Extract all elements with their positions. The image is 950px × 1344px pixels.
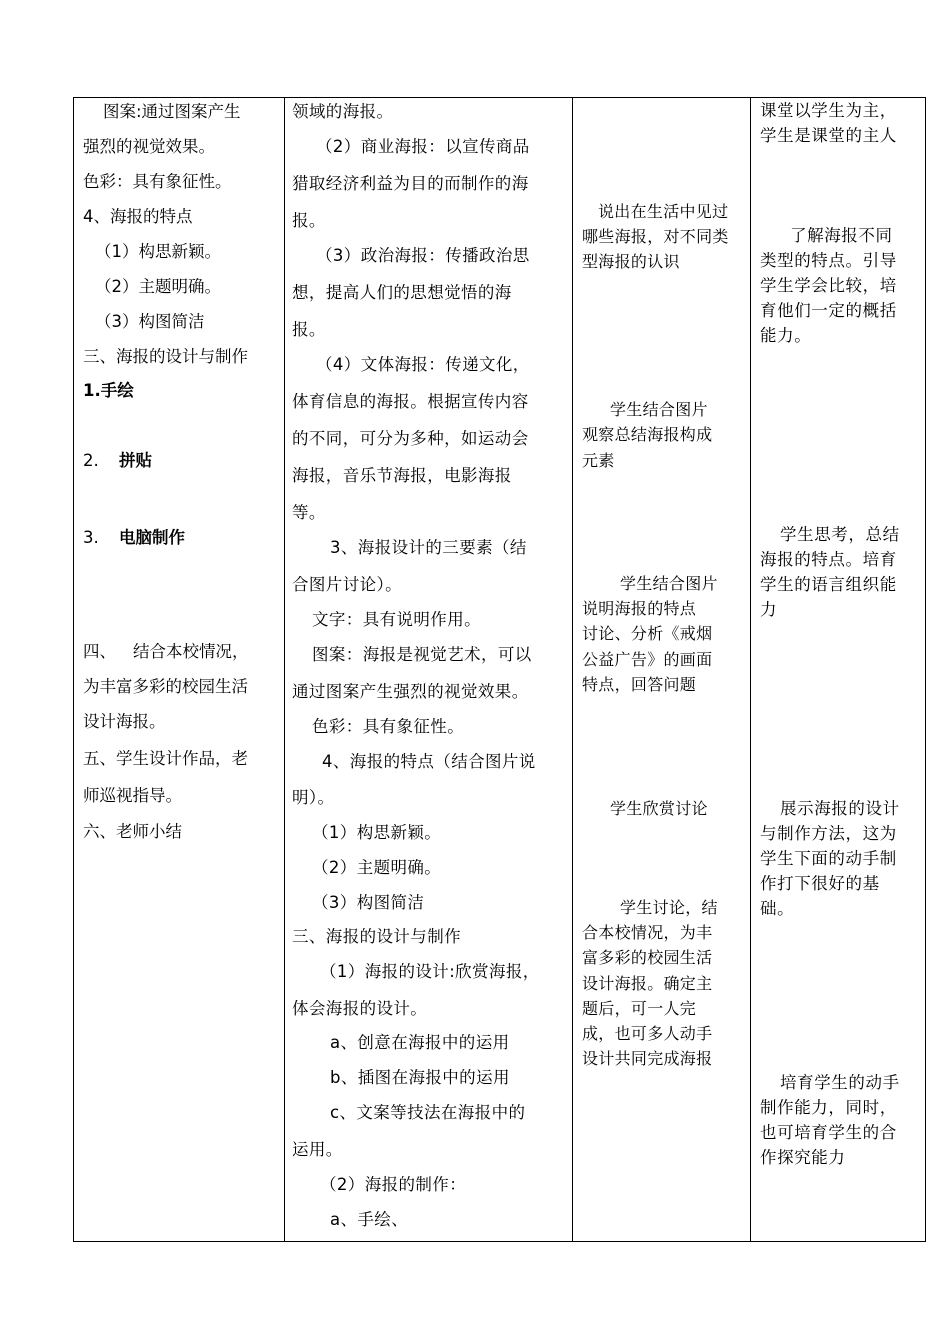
text-line: （2）海报的制作： xyxy=(320,1175,467,1194)
text-line: c、文案等技法在海报中的 xyxy=(330,1103,526,1122)
text-line: 2. xyxy=(83,451,99,470)
text-line: 元素 xyxy=(582,451,615,470)
text-line: 四、 xyxy=(83,642,116,661)
text-line: 特点，回答问题 xyxy=(582,675,697,694)
text-line: 学生欣赏讨论 xyxy=(610,799,708,818)
text-line: 海报，音乐节海报，电影海报 xyxy=(292,466,512,485)
text-line: 拼贴 xyxy=(119,451,152,470)
text-line: （2）商业海报：以宣传商品 xyxy=(316,137,530,156)
text-line: 3. xyxy=(83,528,99,547)
text-line: a、手绘、 xyxy=(330,1210,409,1229)
text-line: b、插图在海报中的运用 xyxy=(330,1068,510,1087)
text-line: 学生的语言组织能 xyxy=(760,575,897,594)
text-line: （2）主题明确。 xyxy=(95,277,221,296)
text-line: 学生下面的动手制 xyxy=(760,849,897,868)
text-line: 作探究能力 xyxy=(760,1148,846,1167)
text-line: 猎取经济利益为目的而制作的海 xyxy=(292,174,529,193)
text-line: 富多彩的校园生活 xyxy=(582,948,713,967)
text-line: 三、海报的设计与制作 xyxy=(292,927,461,946)
text-line: 成，也可多人动手 xyxy=(582,1024,713,1043)
text-line: 为丰富多彩的校园生活 xyxy=(83,677,248,696)
text-line: （1）构思新颖。 xyxy=(95,242,221,261)
column-divider xyxy=(750,97,751,1242)
text-line: 也可培育学生的合 xyxy=(760,1123,897,1142)
text-line: 设计海报。确定主 xyxy=(582,974,713,993)
text-line: 结合本校情况， xyxy=(133,642,249,661)
text-line: （3）构图简洁 xyxy=(312,893,425,912)
text-line: 报。 xyxy=(292,320,326,339)
text-line: 观察总结海报构成 xyxy=(582,425,713,444)
text-line: 说出在生活中见过 xyxy=(598,202,729,221)
text-line: 运用。 xyxy=(292,1140,343,1159)
text-line: 4、海报的特点（结合图片说 xyxy=(322,752,536,771)
text-line: 电脑制作 xyxy=(119,528,185,547)
text-line: 1.手绘 xyxy=(83,381,134,400)
text-line: （1）海报的设计:欣赏海报， xyxy=(320,962,540,981)
text-line: 力 xyxy=(760,600,778,619)
text-line: 海报的特点。培育 xyxy=(760,550,897,569)
text-line: 讨论、分析《戒烟 xyxy=(582,624,713,643)
text-line: 等。 xyxy=(292,503,326,522)
text-line: 4、海报的特点 xyxy=(83,207,193,226)
text-line: 课堂以学生为主， xyxy=(760,101,897,120)
text-line: 六、老师小结 xyxy=(83,822,182,841)
column-content-outline xyxy=(75,97,283,1242)
text-line: 培育学生的动手 xyxy=(780,1073,900,1092)
text-line: 学生结合图片 xyxy=(610,400,708,419)
text-line: 题后，可一人完 xyxy=(582,999,697,1018)
text-line: 作打下很好的基 xyxy=(760,874,880,893)
column-divider xyxy=(284,97,285,1242)
column-divider xyxy=(572,97,573,1242)
text-line: 型海报的认识 xyxy=(582,252,680,271)
text-line: （3）构图简洁 xyxy=(95,312,205,331)
text-line: 说明海报的特点 xyxy=(582,599,697,618)
text-line: 合本校情况，为丰 xyxy=(582,923,713,942)
text-line: 与制作方法，这为 xyxy=(760,824,897,843)
text-line: 三、海报的设计与制作 xyxy=(83,347,248,366)
text-line: 图案：海报是视觉艺术，可以 xyxy=(312,645,532,664)
text-line: 能力。 xyxy=(760,326,812,345)
text-line: 师巡视指导。 xyxy=(83,786,182,805)
text-line: （2）主题明确。 xyxy=(312,858,442,877)
text-line: 报。 xyxy=(292,211,326,230)
text-line: 哪些海报，对不同类 xyxy=(582,227,729,246)
text-line: （1）构思新颖。 xyxy=(312,823,442,842)
text-line: 制作能力，同时， xyxy=(760,1098,897,1117)
text-line: 设计海报。 xyxy=(83,712,166,731)
column-design-intent xyxy=(753,97,923,1242)
text-line: 学生学会比较，培 xyxy=(760,276,897,295)
text-line: 五、学生设计作品，老 xyxy=(83,749,248,768)
text-line: 强烈的视觉效果。 xyxy=(83,137,215,156)
text-line: 合图片讨论）。 xyxy=(292,575,403,594)
text-line: 想，提高人们的思想觉悟的海 xyxy=(292,283,512,302)
text-line: 图案:通过图案产生 xyxy=(103,102,241,121)
text-line: （3）政治海报：传播政治思 xyxy=(316,246,530,265)
text-line: 体会海报的设计。 xyxy=(292,999,428,1018)
text-line: 文字：具有说明作用。 xyxy=(312,610,481,629)
text-line: 领域的海报。 xyxy=(292,102,394,121)
text-line: 设计共同完成海报 xyxy=(582,1049,713,1068)
text-line: 色彩：具有象征性。 xyxy=(312,717,465,736)
text-line: 学生是课堂的主人 xyxy=(760,126,897,145)
text-line: 学生讨论，结 xyxy=(620,898,718,917)
text-line: 了解海报不同 xyxy=(790,226,893,245)
column-content-detail xyxy=(286,97,571,1242)
text-line: 体育信息的海报。根据宣传内容 xyxy=(292,392,529,411)
text-line: 育他们一定的概括 xyxy=(760,301,897,320)
text-line: 学生思考，总结 xyxy=(780,525,900,544)
column-student-activity xyxy=(575,97,748,1242)
text-line: 学生结合图片 xyxy=(620,574,718,593)
text-line: a、创意在海报中的运用 xyxy=(330,1033,510,1052)
text-line: 础。 xyxy=(760,899,795,918)
text-line: （4）文体海报：传递文化， xyxy=(316,355,530,374)
text-line: 的不同，可分为多种，如运动会 xyxy=(292,429,529,448)
text-line: 类型的特点。引导 xyxy=(760,251,897,270)
text-line: 展示海报的设计 xyxy=(780,799,900,818)
text-line: 公益广告》的画面 xyxy=(582,650,713,669)
text-line: 色彩：具有象征性。 xyxy=(83,172,232,191)
text-line: 明）。 xyxy=(292,788,335,807)
text-line: 通过图案产生强烈的视觉效果。 xyxy=(292,682,529,701)
text-line: 3、海报设计的三要素（结 xyxy=(330,538,527,557)
